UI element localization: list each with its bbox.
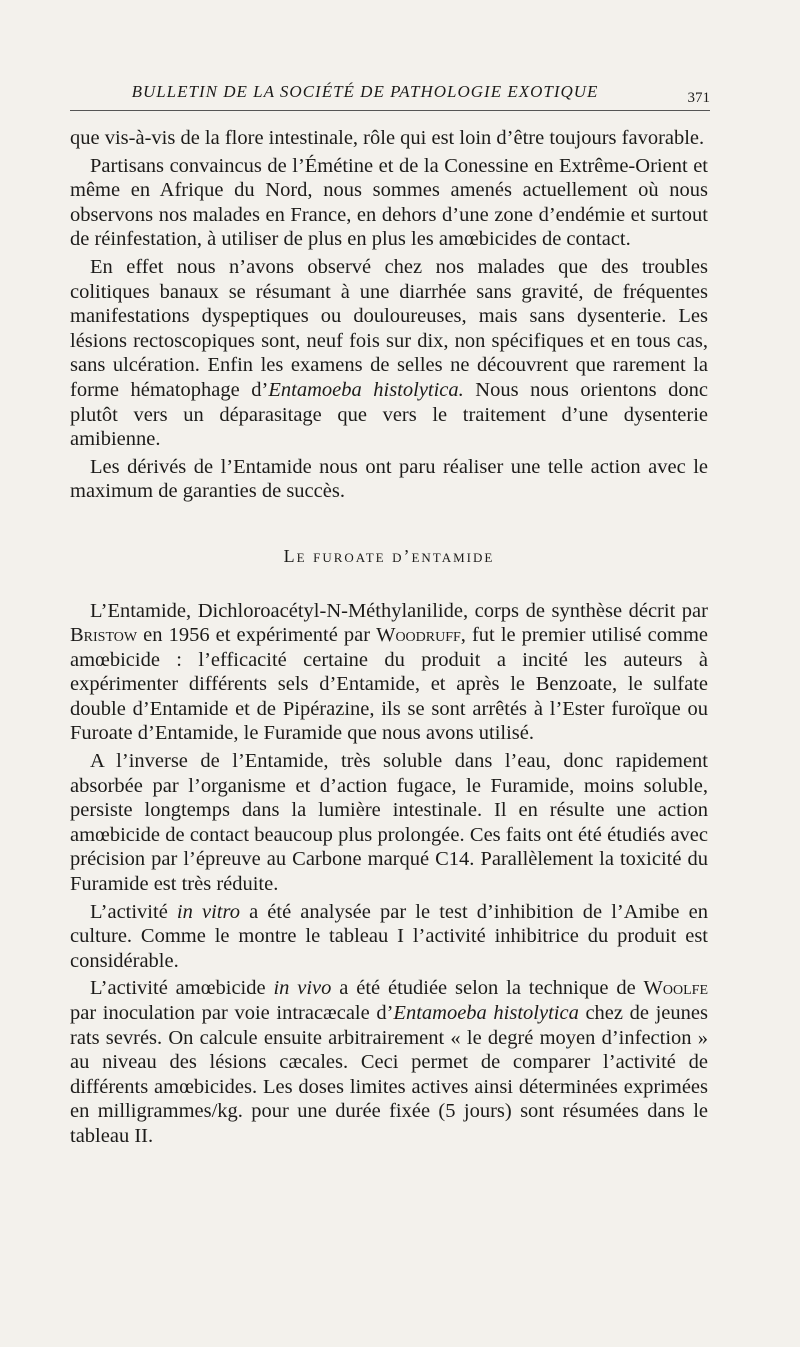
paragraph-8 <box>70 976 708 1148</box>
paragraph-8-text-e: par inoculation par voie intracæcale d’ <box>70 1002 394 1024</box>
author-name-bristow: Bristow <box>70 624 138 647</box>
paragraph-5 <box>70 599 708 747</box>
paragraph-2: Partisans convaincus de l’Émétine et de la Conessine en Extrême-Orient et même en Afrique du Nord, nous sommes amenés actuellement où nous observons nos malades en France, en dehors d’une zone d’endémie et surtout de réinfestation, à utiliser de plus en plus les amœbicides de contact. <box>70 154 708 251</box>
page-number: 371 <box>687 90 710 106</box>
species-name: Entamoeba histolytica. <box>268 378 464 401</box>
in-vitro-term: in vitro <box>176 900 240 923</box>
in-vivo-term: in vivo <box>273 977 332 1000</box>
paragraph-4: Les dérivés de l’Entamide nous ont paru réaliser une telle action avec le maximum de garanties de succès. <box>70 455 708 503</box>
paragraph-3-text-c: Nous nous orientons donc plutôt vers un déparasitage que vers le traitement d’une dysenterie amibienne. <box>70 378 709 451</box>
paragraph-3 <box>70 255 708 452</box>
species-name-2: Entamoeba histolytica <box>393 1002 579 1024</box>
paragraph-5-text-e: , fut le premier utilisé comme amœbicide : l’efficacité certaine du produit a incité les auteurs à expérimenter différents sels d’Entamide, et après le Benzoate, le sulfate double d’Entamide et de Pipérazine, ils se sont arrêtés à l’Ester furoïque ou Furoate d’Entamide, le Furamide que nous avons utilisé. <box>70 624 708 745</box>
body-text <box>70 126 708 1152</box>
author-name-woolfe: Woolfe <box>643 977 708 1000</box>
page-header <box>70 80 710 111</box>
running-title: BULLETIN DE LA SOCIÉTÉ DE PATHOLOGIE EXOTIQUE <box>131 82 599 101</box>
paragraph-8-text-c: a été étudiée selon la technique de <box>331 977 644 1000</box>
paragraph-6: A l’inverse de l’Entamide, très soluble dans l’eau, donc rapidement absorbée par l’organisme et d’action fugace, le Furamide, moins soluble, persiste longtemps dans la lumière intestinale. Il en résulte une action amœbicide de contact beaucoup plus prolongée. Ces faits ont été étudiés avec précision par l’épreuve au Carbone marqué C14. Parallèlement la toxicité du Furamide est très réduite. <box>70 750 708 896</box>
section-heading: Le furoate d’entamide <box>283 545 495 566</box>
paragraph-7-text-c: a été analysée par le test d’inhibition de l’Amibe en culture. Comme le montre le tableau I l’activité inhibitrice du produit est considérable. <box>70 900 708 972</box>
paragraph-1: que vis-à-vis de la flore intestinale, rôle qui est loin d’être toujours favorable. <box>70 127 705 149</box>
paragraph-8-text-g: chez de jeunes rats sevrés. On calcule ensuite arbitrairement « le degré moyen d’infection » au niveau des lésions cæcales. Ceci permet de comparer l’activité de différents amœbicides. Les doses limites actives ainsi déterminées exprimées en milligrammes/kg. pour une durée fixée (5 jours) sont résumées dans le tableau II. <box>70 1002 708 1147</box>
paragraph-7 <box>70 900 708 974</box>
paragraph-3-text-a: En effet nous n’avons observé chez nos malades que des troubles colitiques banaux se résumant à une diarrhée sans gravité, de fréquentes manifestations dyspeptiques ou douloureuses, mais sans dysenterie. Les lésions rectoscopiques sont, neuf fois sur dix, non spécifiques et en tous cas, sans ulcération. Enfin les examens de selles ne découvrent que rarement la forme hématophage d’ <box>70 255 708 401</box>
paragraph-5-text-a: L’Entamide, Dichloroacétyl-N-Méthylanilide, corps de synthèse décrit par <box>90 599 708 622</box>
paragraph-5-text-c: en 1956 et expérimenté par <box>137 624 377 647</box>
paragraph-8-text-a: L’activité amœbicide <box>90 977 274 1000</box>
paragraph-7-text-a: L’activité <box>90 900 177 923</box>
author-name-woodruff: Woodruff <box>376 624 461 647</box>
